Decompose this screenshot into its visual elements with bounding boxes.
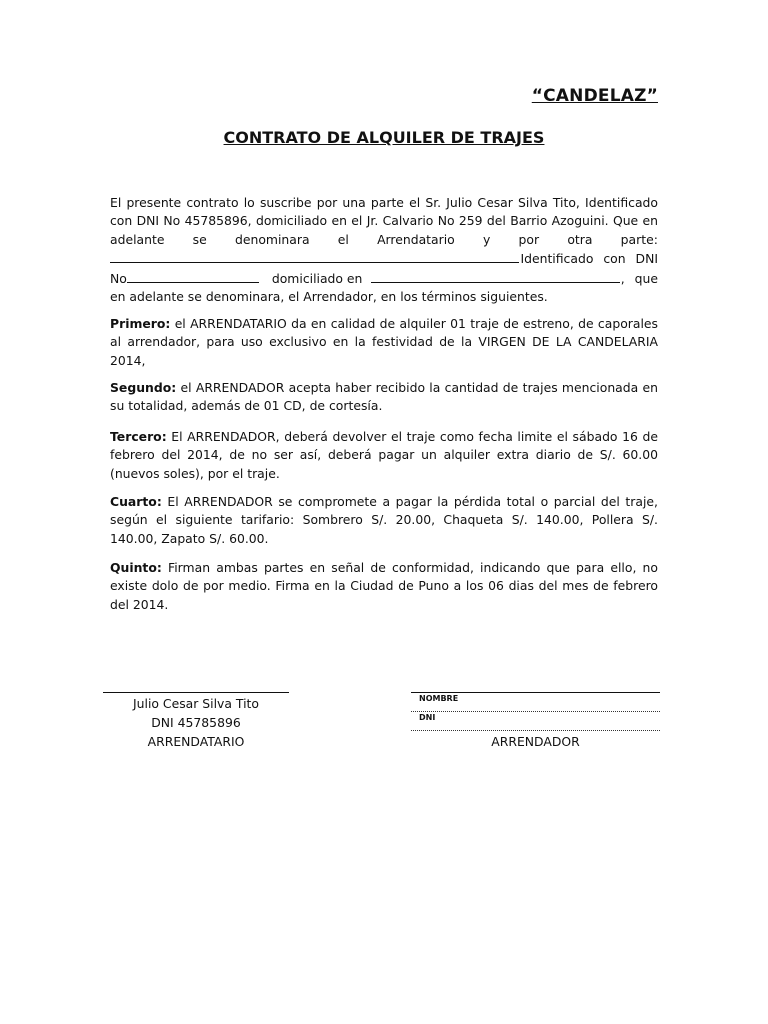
intro-line-2 <box>110 212 658 230</box>
intro-line-4-text: Identificado con DNI <box>520 251 658 267</box>
dni-field-label: DNI <box>419 713 436 722</box>
intro-line-2-text: con DNI No 45785896, domiciliado en el Jr. Calvario No 259 del Barrio Azoguini. Que en <box>110 213 658 229</box>
intro-line-5-mid: domiciliado en <box>271 270 363 286</box>
intro-line-5-start: No <box>110 270 127 286</box>
brand-heading: “CANDELAZ” <box>531 86 658 106</box>
dni-number-blank[interactable] <box>127 271 259 283</box>
intro-line-4 <box>110 249 658 268</box>
arrendatario-signature-block <box>103 692 289 751</box>
clause-text: El ARRENDADOR, deberá devolver el traje como fecha limite el sábado 16 de febrero del 2014, de no ser así, deberá pagar un alquiler extra diario de S/. 60.00 (nuevos soles), por el traje. <box>110 429 658 481</box>
contract-title: CONTRATO DE ALQUILER DE TRAJES <box>223 128 545 147</box>
clause-label: Tercero: <box>110 429 167 444</box>
name-field-label: NOMBRE <box>419 694 459 703</box>
clause-text: el ARRENDADOR acepta haber recibido la cantidad de trajes mencionada en su totalidad, además de 01 CD, de cortesía. <box>110 380 658 414</box>
clause-quinto <box>110 559 658 614</box>
intro-line-5-end: , que <box>620 270 658 286</box>
signer-name: Julio Cesar Silva Tito <box>133 696 259 711</box>
clause-segundo <box>110 379 658 416</box>
clause-text: Firman ambas partes en señal de conformidad, indicando que para ello, no existe dolo de por medio. Firma en la Ciudad de Puno a los 06 dias del mes de febrero del 2014. <box>110 560 658 612</box>
signer-dni: DNI 45785896 <box>151 715 241 730</box>
signer-role: ARRENDATARIO <box>147 734 245 749</box>
clause-label: Cuarto: <box>110 494 162 509</box>
clause-cuarto <box>110 493 658 548</box>
arrendador-signature-block <box>411 692 660 751</box>
intro-paragraph <box>110 194 658 306</box>
clause-text: el ARRENDATARIO da en calidad de alquiler 01 traje de estreno, de caporales al arrendador, para uso exclusivo en la festividad de la VIRGEN DE LA CANDELARIA 2014, <box>110 316 658 368</box>
intro-word: parte: <box>620 231 658 247</box>
address-blank[interactable] <box>371 269 619 283</box>
intro-word: otra <box>567 231 593 247</box>
intro-line-1 <box>110 194 658 212</box>
intro-word: se <box>192 231 207 247</box>
clause-tercero <box>110 428 658 483</box>
dni-field[interactable] <box>411 712 660 731</box>
intro-line-1-text: El presente contrato lo suscribe por una parte el Sr. Julio Cesar Silva Tito, Identificado <box>110 195 658 210</box>
intro-line-5 <box>110 269 658 288</box>
intro-word: y <box>482 231 491 247</box>
name-field[interactable] <box>411 693 660 712</box>
intro-word: adelante <box>110 231 165 247</box>
intro-line-6: en adelante se denominara, el Arrendador, en los términos siguientes. <box>110 289 548 305</box>
clause-label: Quinto: <box>110 560 162 575</box>
other-party-name-blank[interactable] <box>110 249 519 263</box>
intro-word: el <box>337 231 349 247</box>
intro-line-3 <box>110 231 658 249</box>
intro-word: por <box>518 231 540 247</box>
intro-word: denominara <box>234 231 310 247</box>
signer-role: ARRENDADOR <box>491 734 580 749</box>
clause-label: Segundo: <box>110 380 177 395</box>
clause-label: Primero: <box>110 316 171 331</box>
clause-primero <box>110 315 658 370</box>
clause-text: El ARRENDADOR se compromete a pagar la pérdida total o parcial del traje, según el siguiente tarifario: Sombrero S/. 20.00, Chaqueta S/. 140.00, Pollera S/. 140.00, Zapato S/. 60.00. <box>110 494 658 546</box>
intro-word: Arrendatario <box>377 231 455 247</box>
